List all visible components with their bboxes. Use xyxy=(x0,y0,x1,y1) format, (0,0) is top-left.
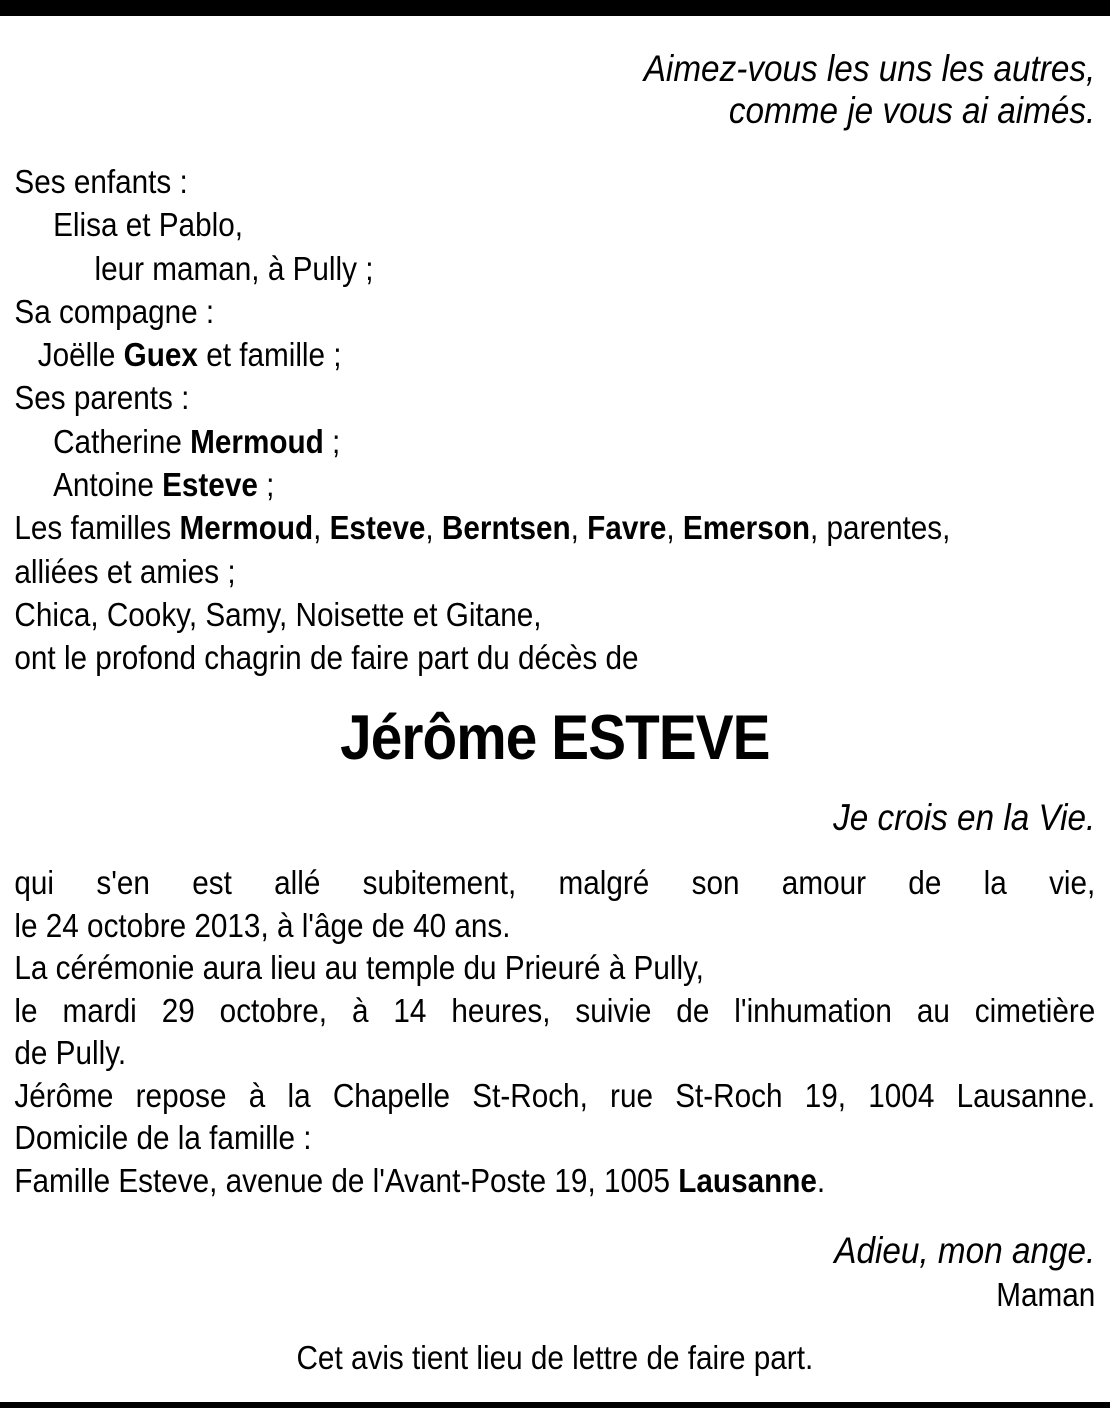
text-segment: Antoine xyxy=(53,466,163,504)
signature-line: Maman xyxy=(996,1276,1096,1313)
text-segment: , xyxy=(570,509,588,547)
family-name-bold: Favre xyxy=(587,509,667,547)
text-segment: , parentes, xyxy=(810,509,951,547)
announcement-line xyxy=(14,905,1095,948)
family-name-bold: Esteve xyxy=(329,509,426,547)
text-segment: La cérémonie aura lieu au temple du Prieuré à Pully, xyxy=(14,949,704,986)
text-segment: Elisa et Pablo, xyxy=(53,206,243,244)
text-segment: . xyxy=(816,1161,826,1199)
text-segment: ont le profond chagrin de faire part du décès de xyxy=(14,639,639,677)
text-segment: Sa compagne : xyxy=(14,292,215,330)
family-name-bold: Emerson xyxy=(682,509,811,547)
farewell-line: Adieu, mon ange. xyxy=(834,1230,1096,1271)
text-segment: ; xyxy=(323,422,341,460)
family-line xyxy=(14,247,1095,290)
family-line xyxy=(14,333,1095,376)
family-line xyxy=(14,593,1095,636)
footer-notice: Cet avis tient lieu de lettre de faire part. xyxy=(296,1339,814,1376)
text-segment: Joëlle xyxy=(37,336,124,374)
family-line xyxy=(14,420,1095,463)
family-list xyxy=(14,160,1095,680)
text-segment: Chica, Cooky, Samy, Noisette et Gitane, xyxy=(14,595,542,633)
family-line xyxy=(14,463,1095,506)
announcement-line xyxy=(14,1032,1095,1075)
announcement-line xyxy=(14,990,1095,1033)
text-segment: , xyxy=(666,509,683,547)
text-segment: , xyxy=(313,509,330,547)
text-segment: Les familles xyxy=(14,509,180,547)
family-line xyxy=(14,160,1095,203)
family-name-bold: Esteve xyxy=(162,466,258,504)
family-line xyxy=(14,290,1095,333)
announcement-line xyxy=(14,1160,1095,1203)
deceased-motto: Je crois en la Vie. xyxy=(833,797,1096,838)
text-segment: alliées et amies ; xyxy=(14,552,236,590)
family-line xyxy=(14,376,1095,419)
opening-quote xyxy=(14,48,1095,132)
text-segment: et famille ; xyxy=(197,336,342,374)
text-segment: , xyxy=(425,509,442,547)
family-line xyxy=(14,506,1095,549)
text-segment: Catherine xyxy=(53,422,191,460)
text-segment: qui s'en est allé subitement, malgré son amour de la vie, xyxy=(14,864,1096,901)
text-segment: Ses parents : xyxy=(14,379,190,417)
family-name-bold: Mermoud xyxy=(190,422,324,460)
text-segment: de Pully. xyxy=(14,1034,127,1071)
announcement-line xyxy=(14,1117,1095,1160)
deceased-name: Jérôme ESTEVE xyxy=(340,703,770,773)
text-segment: Jérôme repose à la Chapelle St-Roch, rue St-Roch 19, 1004 Lausanne. xyxy=(14,1076,1096,1114)
announcement-line xyxy=(14,862,1095,905)
announcement-text xyxy=(14,862,1095,1202)
family-name-bold: Berntsen xyxy=(441,509,571,547)
text-segment: leur maman, à Pully ; xyxy=(94,249,374,287)
text-segment: Ses enfants : xyxy=(14,163,188,200)
family-line xyxy=(14,636,1095,679)
family-name-bold: Guex xyxy=(123,336,198,374)
quote-line-2: comme je vous ai aimés. xyxy=(728,90,1096,131)
family-name-bold: Mermoud xyxy=(179,509,314,547)
announcement-line xyxy=(14,1075,1095,1118)
text-segment: Famille Esteve, avenue de l'Avant-Poste 19, 1005 xyxy=(14,1161,679,1199)
closing-block xyxy=(14,1229,1095,1317)
announcement-line xyxy=(14,947,1095,990)
quote-line-1: Aimez-vous les uns les autres, xyxy=(643,48,1096,89)
family-line xyxy=(14,550,1095,593)
text-segment: ; xyxy=(257,466,275,504)
text-segment: le 24 octobre 2013, à l'âge de 40 ans. xyxy=(14,906,511,944)
bottom-border-bar xyxy=(0,1402,1110,1408)
text-segment: Domicile de la famille : xyxy=(14,1119,312,1156)
text-segment: le mardi 29 octobre, à 14 heures, suivie de l'inhumation au cimetière xyxy=(14,991,1096,1029)
family-line xyxy=(14,203,1095,246)
family-name-bold: Lausanne xyxy=(678,1161,817,1199)
